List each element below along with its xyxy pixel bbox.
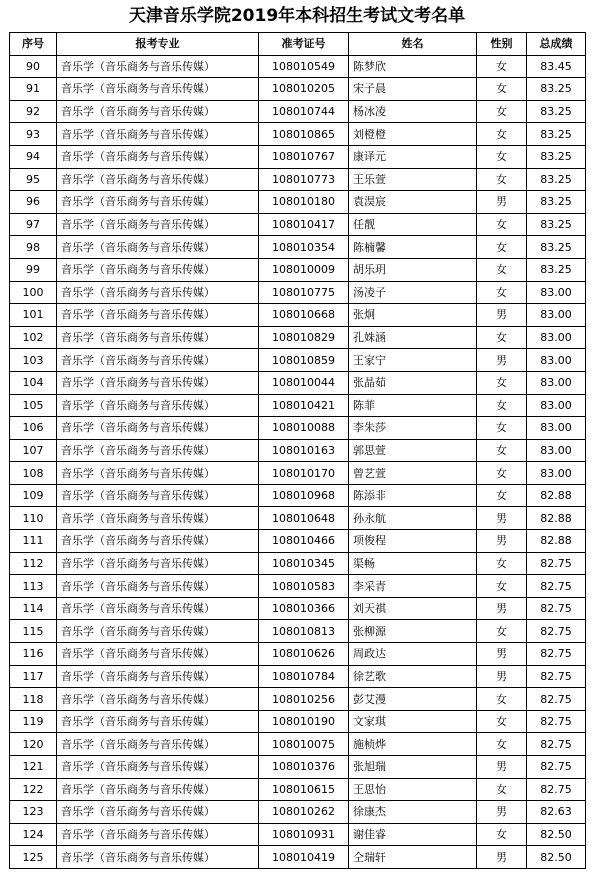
cell-index: 111 [10,530,57,553]
cell-major: 音乐学（音乐商务与音乐传媒） [57,439,259,462]
table-row [10,484,586,507]
cell-index: 104 [10,371,57,394]
cell-total-score: 82.75 [527,688,586,711]
cell-name: 渠畅 [349,552,477,575]
cell-name: 徐康杰 [349,801,477,824]
cell-total-score: 82.75 [527,756,586,779]
cell-major: 音乐学（音乐商务与音乐传媒） [57,304,259,327]
cell-major: 音乐学（音乐商务与音乐传媒） [57,643,259,666]
table-row [10,756,586,779]
cell-exam-id: 108010829 [259,326,349,349]
cell-major: 音乐学（音乐商务与音乐传媒） [57,326,259,349]
cell-gender: 男 [477,191,527,214]
cell-exam-id: 108010744 [259,100,349,123]
cell-name: 王乐萱 [349,168,477,191]
cell-total-score: 82.75 [527,597,586,620]
table-row [10,552,586,575]
cell-total-score: 82.75 [527,552,586,575]
cell-index: 123 [10,801,57,824]
cell-major: 音乐学（音乐商务与音乐传媒） [57,349,259,372]
cell-name: 施桢烨 [349,733,477,756]
cell-total-score: 83.00 [527,394,586,417]
cell-exam-id: 108010354 [259,236,349,259]
cell-major: 音乐学（音乐商务与音乐传媒） [57,620,259,643]
cell-exam-id: 108010668 [259,304,349,327]
cell-gender: 女 [477,823,527,846]
cell-major: 音乐学（音乐商务与音乐传媒） [57,55,259,78]
cell-index: 98 [10,236,57,259]
cell-total-score: 82.88 [527,507,586,530]
cell-exam-id: 108010615 [259,778,349,801]
header-index: 序号 [10,33,57,56]
cell-major: 音乐学（音乐商务与音乐传媒） [57,801,259,824]
cell-gender: 女 [477,123,527,146]
cell-name: 袁淏宸 [349,191,477,214]
cell-exam-id: 108010767 [259,145,349,168]
cell-exam-id: 108010170 [259,462,349,485]
cell-name: 谢佳睿 [349,823,477,846]
cell-major: 音乐学（音乐商务与音乐传媒） [57,733,259,756]
cell-index: 97 [10,213,57,236]
cell-name: 项俊程 [349,530,477,553]
cell-index: 119 [10,710,57,733]
cell-index: 90 [10,55,57,78]
cell-major: 音乐学（音乐商务与音乐传媒） [57,123,259,146]
cell-total-score: 83.25 [527,236,586,259]
cell-name: 宋子晨 [349,78,477,101]
cell-name: 徐艺歌 [349,665,477,688]
header-exam-id: 准考证号 [259,33,349,56]
cell-index: 118 [10,688,57,711]
cell-exam-id: 108010417 [259,213,349,236]
cell-total-score: 83.00 [527,326,586,349]
cell-exam-id: 108010421 [259,394,349,417]
table-body [10,55,586,868]
cell-major: 音乐学（音乐商务与音乐传媒） [57,530,259,553]
cell-name: 孙永航 [349,507,477,530]
table-row [10,846,586,869]
cell-exam-id: 108010180 [259,191,349,214]
cell-name: 郭思萱 [349,439,477,462]
cell-major: 音乐学（音乐商务与音乐传媒） [57,371,259,394]
cell-name: 张晶茹 [349,371,477,394]
cell-major: 音乐学（音乐商务与音乐传媒） [57,597,259,620]
cell-major: 音乐学（音乐商务与音乐传媒） [57,575,259,598]
cell-total-score: 82.75 [527,575,586,598]
cell-gender: 女 [477,168,527,191]
table-row [10,530,586,553]
cell-total-score: 83.00 [527,371,586,394]
table-row [10,597,586,620]
cell-total-score: 82.50 [527,823,586,846]
table-row [10,304,586,327]
cell-gender: 男 [477,846,527,869]
cell-major: 音乐学（音乐商务与音乐传媒） [57,846,259,869]
cell-gender: 女 [477,78,527,101]
cell-gender: 男 [477,304,527,327]
cell-exam-id: 108010466 [259,530,349,553]
cell-gender: 女 [477,145,527,168]
cell-gender: 男 [477,597,527,620]
cell-index: 115 [10,620,57,643]
cell-index: 112 [10,552,57,575]
cell-exam-id: 108010773 [259,168,349,191]
cell-name: 陈菲 [349,394,477,417]
table-row [10,236,586,259]
cell-name: 李朱莎 [349,417,477,440]
cell-major: 音乐学（音乐商务与音乐传媒） [57,236,259,259]
cell-exam-id: 108010376 [259,756,349,779]
cell-exam-id: 108010256 [259,688,349,711]
table-row [10,394,586,417]
cell-index: 95 [10,168,57,191]
table-row [10,168,586,191]
table-row [10,123,586,146]
cell-gender: 女 [477,213,527,236]
cell-exam-id: 108010163 [259,439,349,462]
cell-total-score: 83.25 [527,145,586,168]
cell-major: 音乐学（音乐商务与音乐传媒） [57,145,259,168]
cell-gender: 女 [477,575,527,598]
cell-gender: 女 [477,258,527,281]
cell-index: 96 [10,191,57,214]
cell-name: 王家宁 [349,349,477,372]
cell-gender: 男 [477,643,527,666]
cell-name: 康译元 [349,145,477,168]
cell-name: 汤凌子 [349,281,477,304]
cell-name: 陈梦欣 [349,55,477,78]
cell-total-score: 83.00 [527,462,586,485]
cell-exam-id: 108010190 [259,710,349,733]
table-row [10,665,586,688]
cell-name: 刘橙橙 [349,123,477,146]
cell-exam-id: 108010345 [259,552,349,575]
cell-name: 仝瑞轩 [349,846,477,869]
cell-name: 杨冰凌 [349,100,477,123]
cell-gender: 女 [477,439,527,462]
cell-name: 彭艾漫 [349,688,477,711]
cell-index: 92 [10,100,57,123]
table-row [10,507,586,530]
cell-major: 音乐学（音乐商务与音乐传媒） [57,778,259,801]
cell-major: 音乐学（音乐商务与音乐传媒） [57,168,259,191]
cell-exam-id: 108010775 [259,281,349,304]
cell-name: 张旭瑞 [349,756,477,779]
cell-gender: 男 [477,530,527,553]
cell-gender: 女 [477,100,527,123]
header-major: 报考专业 [57,33,259,56]
cell-major: 音乐学（音乐商务与音乐传媒） [57,688,259,711]
cell-name: 任靓 [349,213,477,236]
cell-index: 121 [10,756,57,779]
cell-index: 99 [10,258,57,281]
cell-index: 125 [10,846,57,869]
cell-exam-id: 108010088 [259,417,349,440]
cell-gender: 女 [477,55,527,78]
cell-gender: 男 [477,349,527,372]
cell-major: 音乐学（音乐商务与音乐传媒） [57,462,259,485]
cell-gender: 女 [477,710,527,733]
cell-exam-id: 108010583 [259,575,349,598]
table-row [10,823,586,846]
cell-index: 103 [10,349,57,372]
cell-gender: 女 [477,552,527,575]
cell-name: 陈楠馨 [349,236,477,259]
cell-exam-id: 108010205 [259,78,349,101]
cell-gender: 女 [477,326,527,349]
cell-gender: 女 [477,371,527,394]
cell-exam-id: 108010044 [259,371,349,394]
cell-major: 音乐学（音乐商务与音乐传媒） [57,665,259,688]
cell-exam-id: 108010968 [259,484,349,507]
cell-total-score: 82.75 [527,620,586,643]
cell-index: 113 [10,575,57,598]
cell-total-score: 82.88 [527,484,586,507]
cell-major: 音乐学（音乐商务与音乐传媒） [57,100,259,123]
cell-major: 音乐学（音乐商务与音乐传媒） [57,710,259,733]
cell-index: 117 [10,665,57,688]
table-row [10,78,586,101]
header-gender: 性别 [477,33,527,56]
cell-total-score: 82.75 [527,643,586,666]
cell-name: 周政达 [349,643,477,666]
cell-total-score: 83.25 [527,168,586,191]
cell-gender: 男 [477,756,527,779]
table-row [10,439,586,462]
cell-major: 音乐学（音乐商务与音乐传媒） [57,417,259,440]
cell-exam-id: 108010931 [259,823,349,846]
cell-total-score: 83.25 [527,258,586,281]
cell-exam-id: 108010648 [259,507,349,530]
cell-total-score: 82.75 [527,778,586,801]
cell-exam-id: 108010262 [259,801,349,824]
cell-index: 109 [10,484,57,507]
cell-gender: 男 [477,801,527,824]
header-name: 姓名 [349,33,477,56]
cell-gender: 女 [477,281,527,304]
cell-name: 陈添非 [349,484,477,507]
table-row [10,281,586,304]
table-row [10,371,586,394]
table-row [10,462,586,485]
cell-index: 105 [10,394,57,417]
cell-gender: 男 [477,507,527,530]
cell-major: 音乐学（音乐商务与音乐传媒） [57,191,259,214]
cell-gender: 女 [477,688,527,711]
cell-total-score: 83.00 [527,349,586,372]
cell-index: 106 [10,417,57,440]
cell-total-score: 83.25 [527,191,586,214]
cell-index: 100 [10,281,57,304]
cell-exam-id: 108010009 [259,258,349,281]
table-row [10,191,586,214]
table-row [10,100,586,123]
cell-index: 107 [10,439,57,462]
cell-gender: 女 [477,417,527,440]
table-row [10,620,586,643]
cell-gender: 女 [477,620,527,643]
cell-name: 李采青 [349,575,477,598]
cell-index: 114 [10,597,57,620]
cell-name: 张炯 [349,304,477,327]
cell-index: 110 [10,507,57,530]
cell-index: 91 [10,78,57,101]
cell-major: 音乐学（音乐商务与音乐传媒） [57,484,259,507]
cell-total-score: 83.00 [527,304,586,327]
table-row [10,213,586,236]
cell-major: 音乐学（音乐商务与音乐传媒） [57,394,259,417]
document-title: 天津音乐学院2019年本科招生考试文考名单 [128,6,466,26]
cell-total-score: 82.75 [527,665,586,688]
table-row [10,349,586,372]
cell-name: 曾艺萱 [349,462,477,485]
cell-major: 音乐学（音乐商务与音乐传媒） [57,552,259,575]
cell-gender: 女 [477,778,527,801]
cell-total-score: 83.00 [527,439,586,462]
table-row [10,733,586,756]
cell-index: 93 [10,123,57,146]
cell-name: 刘天祺 [349,597,477,620]
cell-gender: 女 [477,484,527,507]
cell-major: 音乐学（音乐商务与音乐传媒） [57,756,259,779]
cell-name: 孔姝涵 [349,326,477,349]
cell-index: 122 [10,778,57,801]
cell-major: 音乐学（音乐商务与音乐传媒） [57,213,259,236]
cell-gender: 男 [477,665,527,688]
cell-index: 120 [10,733,57,756]
cell-gender: 女 [477,394,527,417]
cell-exam-id: 108010784 [259,665,349,688]
table-row [10,55,586,78]
cell-total-score: 83.45 [527,55,586,78]
table-row [10,801,586,824]
cell-major: 音乐学（音乐商务与音乐传媒） [57,258,259,281]
cell-exam-id: 108010366 [259,597,349,620]
cell-gender: 女 [477,236,527,259]
cell-total-score: 82.75 [527,710,586,733]
cell-exam-id: 108010549 [259,55,349,78]
admission-list-table [9,32,586,869]
cell-name: 张柳源 [349,620,477,643]
cell-index: 124 [10,823,57,846]
header-total-score: 总成绩 [527,33,586,56]
table-row [10,417,586,440]
table-row [10,778,586,801]
table-row [10,688,586,711]
table-row [10,145,586,168]
cell-exam-id: 108010075 [259,733,349,756]
cell-total-score: 83.25 [527,100,586,123]
cell-name: 胡乐玥 [349,258,477,281]
cell-exam-id: 108010419 [259,846,349,869]
cell-name: 文家琪 [349,710,477,733]
table-row [10,643,586,666]
cell-exam-id: 108010865 [259,123,349,146]
cell-total-score: 83.00 [527,281,586,304]
cell-total-score: 83.00 [527,417,586,440]
table-row [10,710,586,733]
cell-gender: 女 [477,462,527,485]
cell-total-score: 83.25 [527,78,586,101]
cell-exam-id: 108010813 [259,620,349,643]
cell-index: 101 [10,304,57,327]
cell-major: 音乐学（音乐商务与音乐传媒） [57,823,259,846]
cell-total-score: 82.75 [527,733,586,756]
cell-major: 音乐学（音乐商务与音乐传媒） [57,507,259,530]
cell-major: 音乐学（音乐商务与音乐传媒） [57,281,259,304]
cell-index: 108 [10,462,57,485]
cell-exam-id: 108010626 [259,643,349,666]
cell-total-score: 82.50 [527,846,586,869]
table-row [10,258,586,281]
cell-index: 116 [10,643,57,666]
table-header-row [10,33,586,56]
table-row [10,575,586,598]
cell-name: 王思怡 [349,778,477,801]
cell-total-score: 83.25 [527,123,586,146]
cell-index: 102 [10,326,57,349]
cell-total-score: 82.88 [527,530,586,553]
cell-major: 音乐学（音乐商务与音乐传媒） [57,78,259,101]
cell-index: 94 [10,145,57,168]
cell-exam-id: 108010859 [259,349,349,372]
cell-total-score: 82.63 [527,801,586,824]
cell-gender: 女 [477,733,527,756]
cell-total-score: 83.25 [527,213,586,236]
table-row [10,326,586,349]
